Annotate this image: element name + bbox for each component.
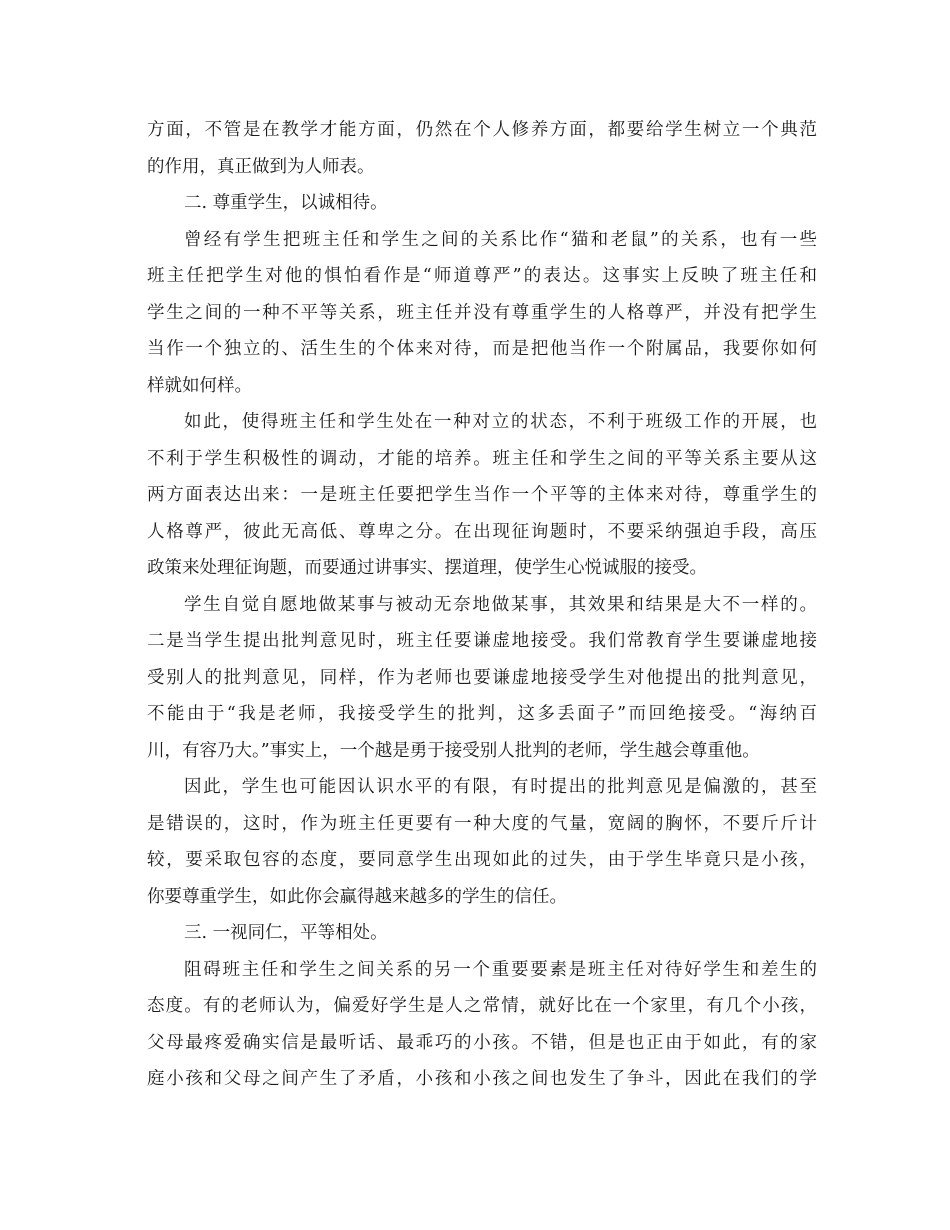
text-line: 曾经有学生把班主任和学生之间的关系比作“猫和老鼠”的关系，也有一些 (184, 229, 817, 250)
text-line: 阻碍班主任和学生之间关系的另一个重要要素是班主任对待好学生和差生的 (184, 959, 817, 980)
text-line: 庭小孩和父母之间产生了矛盾，小孩和小孩之间也发生了争斗，因此在我们的学 (147, 1069, 817, 1089)
text-line: 因此，学生也可能因认识水平的有限，有时提出的批判意见是偏激的，甚至 (184, 777, 817, 797)
text-line: 如此，使得班主任和学生处在一种对立的状态，不利于班级工作的开展，也 (184, 412, 817, 432)
text-line: 二是当学生提出批判意见时，班主任要谦虚地接受。我们常教育学生要谦虚地接 (147, 631, 817, 651)
text-line: 川，有容乃大。”事实上，一个越是勇于接受别人批判的老师，学生越会尊重他。 (147, 740, 760, 761)
text-line: 不能由于“我是老师，我接受学生的批判，这多丢面子”而回绝接受。“海纳百 (147, 704, 817, 724)
text-line: 学生之间的一种不平等关系，班主任并没有尊重学生的人格尊严，并没有把学生 (147, 302, 817, 323)
text-line: 是错误的，这时，作为班主任更要有一种大度的气量，宽阔的胸怀，不要斤斤计 (147, 813, 817, 834)
text-line: 当作一个独立的、活生生的个体来对待，而是把他当作一个附属品，我要你如何 (147, 339, 817, 359)
text-line: 样就如何样。 (147, 375, 252, 396)
text-line: 二. 尊重学生，以诚相待。 (184, 193, 388, 213)
text-line: 班主任把学生对他的惧怕看作是“师道尊严”的表达。这事实上反映了班主任和 (147, 266, 817, 286)
text-line: 学生自觉自愿地做某事与被动无奈地做某事，其效果和结果是大不一样的。 (184, 594, 817, 615)
text-line: 受别人的批判意见，同样，作为老师也要谦虚地接受学生对他提出的批判意见， (147, 667, 817, 688)
text-line: 两方面表达出来：一是班主任要把学生当作一个平等的主体来对待，尊重学生的 (147, 485, 817, 505)
text-line: 你要尊重学生，如此你会赢得越来越多的学生的信任。 (147, 886, 567, 907)
text-line: 不利于学生积极性的调动，才能的培养。班主任和学生之间的平等关系主要从这 (147, 448, 817, 469)
text-line: 态度。有的老师认为，偏爱好学生是人之常情，就好比在一个家里，有几个小孩， (147, 996, 817, 1016)
text-line: 父母最疼爱确实信是最听话、最乖巧的小孩。不错，但是也正由于如此，有的家 (147, 1032, 817, 1053)
text-line: 政策来处理征询题，而要通过讲事实、摆道理，使学生心悦诚服的接受。 (147, 558, 707, 578)
text-line: 的作用，真正做到为人师表。 (147, 156, 375, 177)
text-line: 人格尊严，彼此无高低、尊卑之分。在出现征询题时，不要采纳强迫手段，高压 (147, 521, 817, 542)
text-line: 较，要采取包容的态度，要同意学生出现如此的过失，由于学生毕竟只是小孩， (147, 850, 817, 870)
text-line: 方面，不管是在教学才能方面，仍然在个人修养方面，都要给学生树立一个典范 (147, 120, 817, 140)
document-body (147, 112, 817, 1098)
text-line: 三. 一视同仁，平等相处。 (184, 923, 388, 943)
